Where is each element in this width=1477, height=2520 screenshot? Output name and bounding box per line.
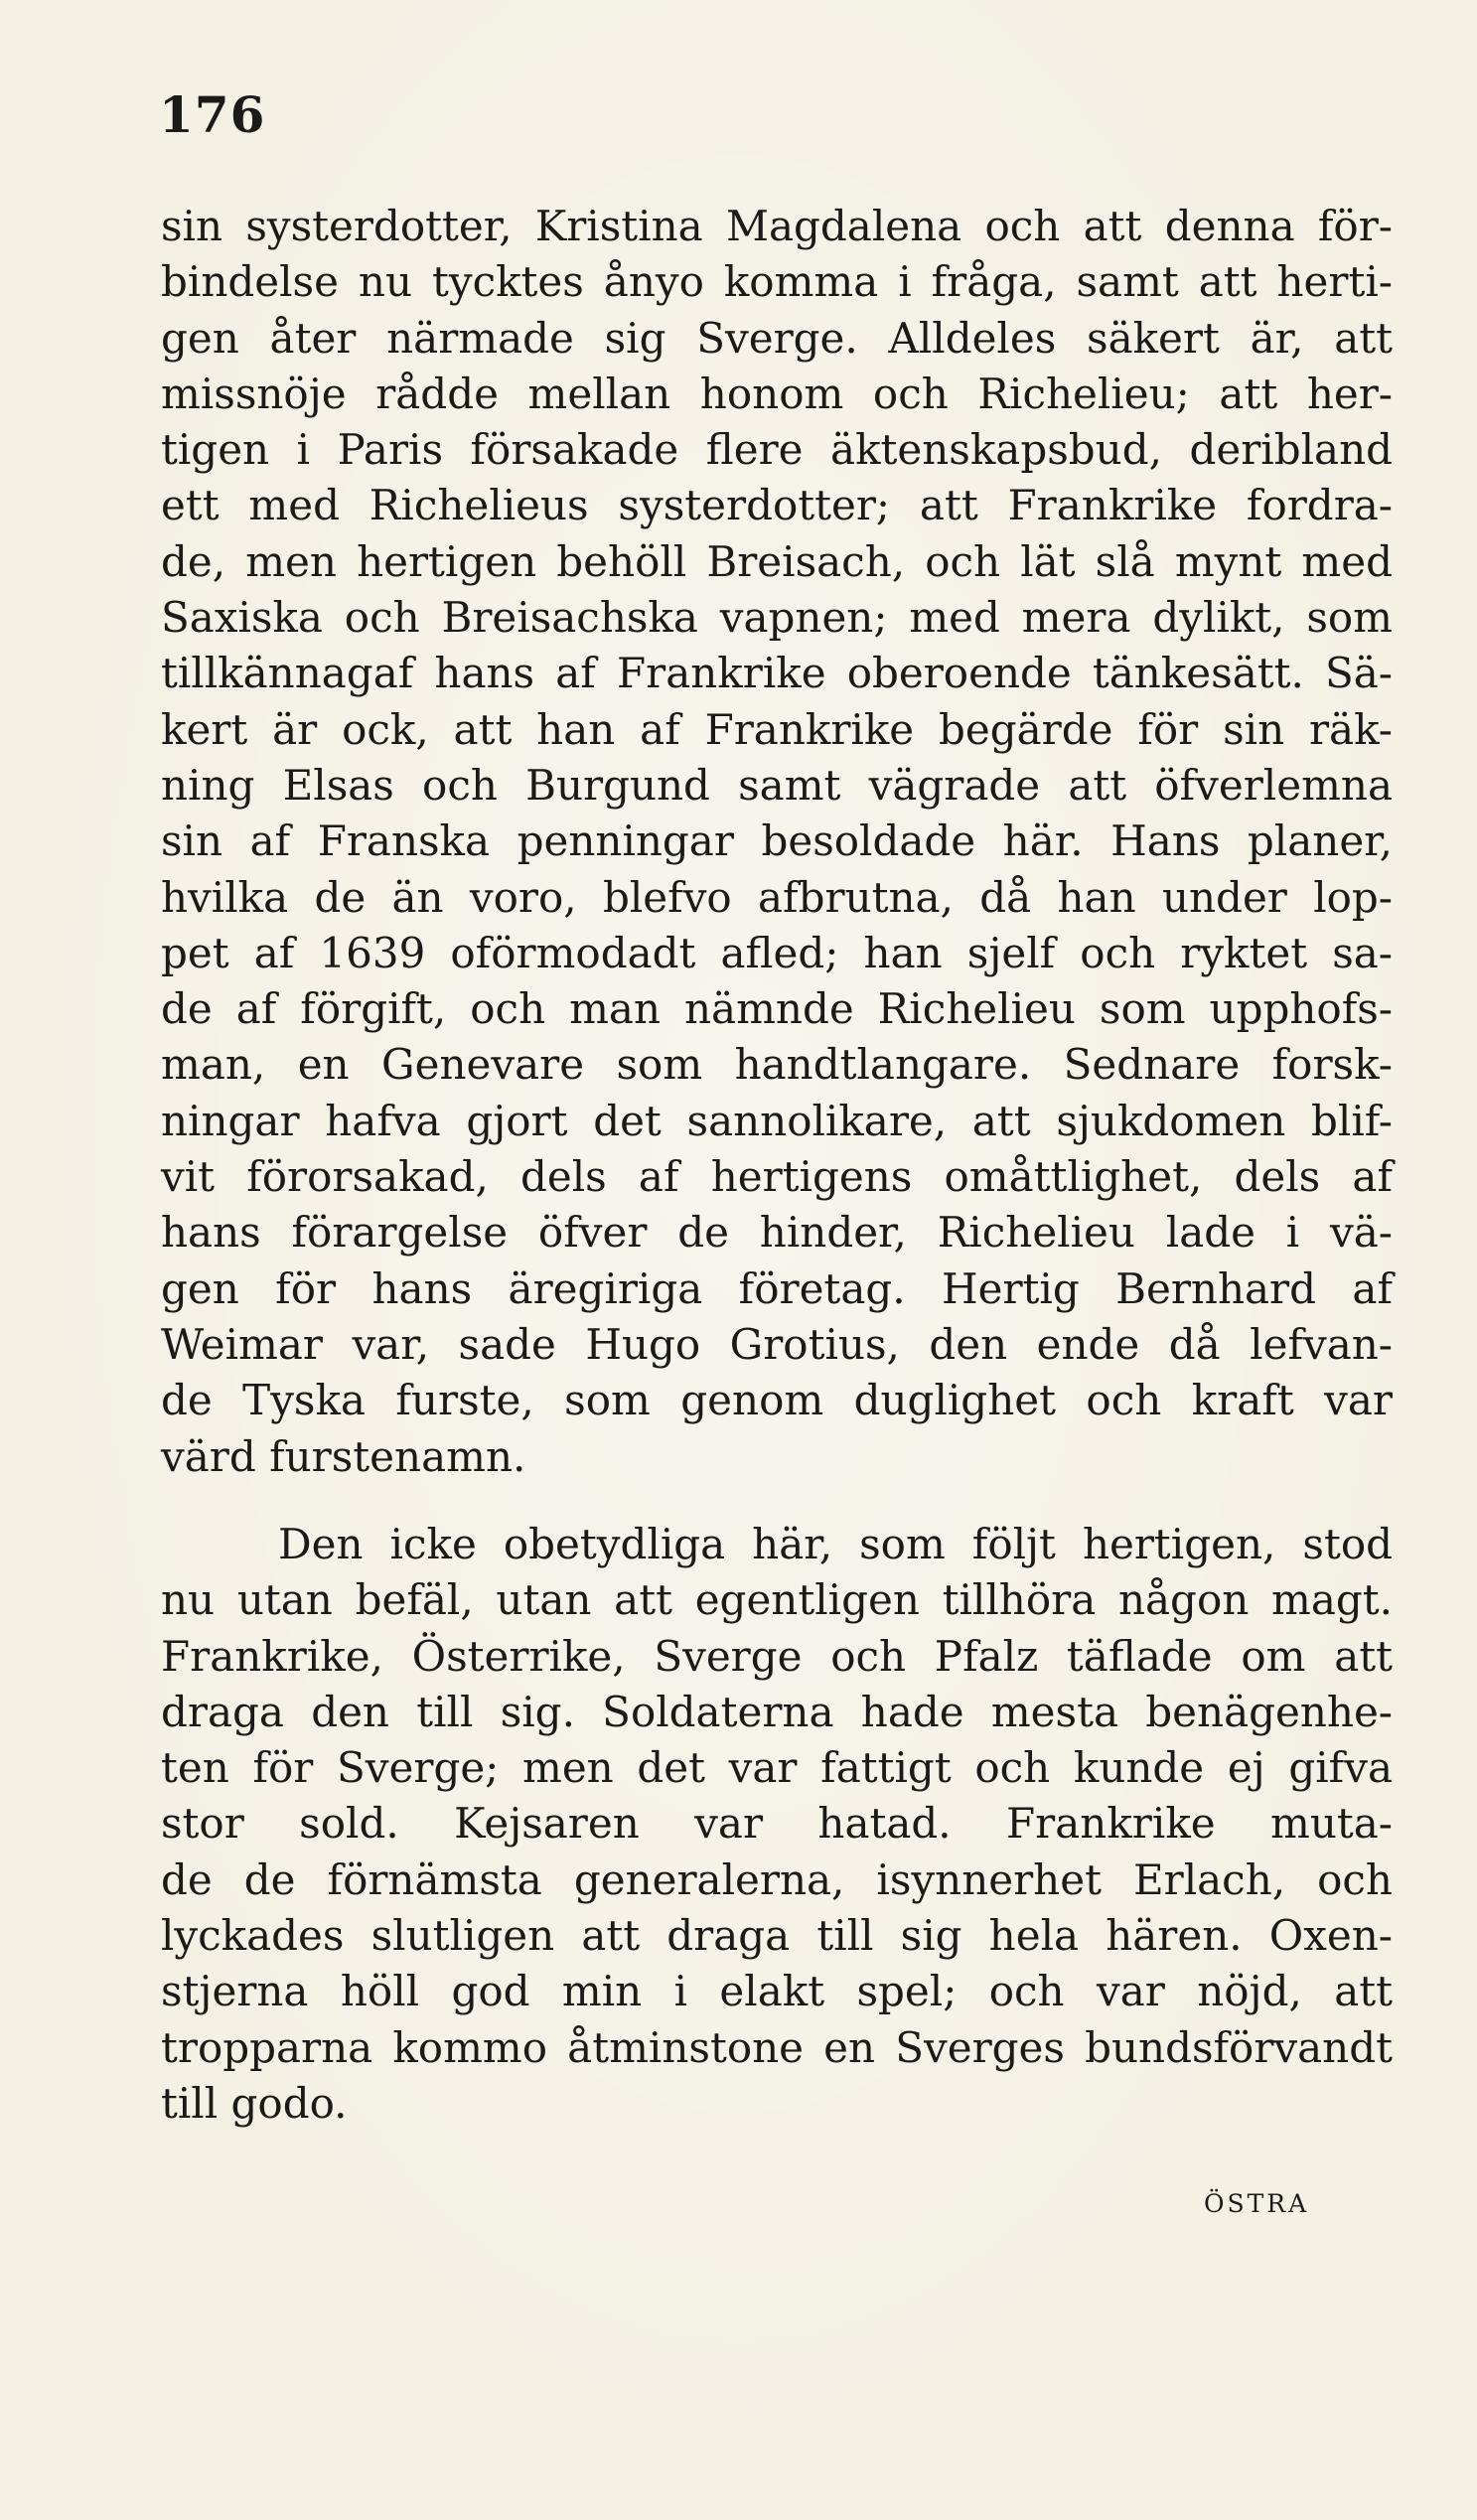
paragraph-1 <box>161 199 1393 1485</box>
text-line: de, men hertigen behöll Breisach, och lät slå mynt med <box>161 536 1393 586</box>
text-line: gen för hans äregiriga företag. Hertig Bernhard af <box>161 1263 1393 1313</box>
paragraph-2 <box>161 1517 1393 2132</box>
text-line: gen åter närmade sig Sverge. Alldeles säkert är, att <box>161 313 1393 363</box>
text-line: de de förnämsta generalerna, isynnerhet Erlach, och <box>161 1854 1393 1904</box>
text-line: ningar hafva gjort det sannolikare, att sjukdomen blif- <box>161 1096 1393 1145</box>
text-line: tigen i Paris försakade flere äktenskapsbud, deribland <box>161 425 1393 475</box>
text-line: värd furstenamn. <box>161 1431 526 1481</box>
text-line: tillkännagaf hans af Frankrike oberoende tänkesätt. Sä- <box>161 649 1393 698</box>
text-line: lyckades slutligen att draga till sig hela hären. Oxen- <box>161 1911 1393 1961</box>
text-line: Den icke obetydliga här, som följt hertigen, stod <box>278 1520 1393 1568</box>
text-line: draga den till sig. Soldaterna hade mesta benägenhe- <box>161 1687 1393 1736</box>
text-line: Frankrike, Österrike, Sverge och Pfalz täflade om att <box>161 1631 1393 1681</box>
text-line: hans förargelse öfver de hinder, Richelieu lade i vä- <box>161 1208 1393 1258</box>
page-number: 176 <box>159 85 266 144</box>
text-line: Weimar var, sade Hugo Grotius, den ende då lefvan- <box>161 1319 1393 1369</box>
text-line: missnöje rådde mellan honom och Richelieu; att her- <box>161 369 1393 418</box>
text-line: vit förorsakad, dels af hertigens omåttlighet, dels af <box>161 1152 1393 1202</box>
text-line: stjerna höll god min i elakt spel; och var nöjd, att <box>161 1967 1393 2016</box>
text-line: ten för Sverge; men det var fattigt och kunde ej gifva <box>161 1743 1393 1793</box>
text-line: tropparna kommo åtminstone en Sverges bundsförvandt <box>161 2022 1393 2072</box>
text-line: de Tyska furste, som genom duglighet och kraft var <box>161 1376 1393 1425</box>
text-line: sin systerdotter, Kristina Magdalena och att denna för- <box>161 202 1393 250</box>
text-line: ett med Richelieus systerdotter; att Frankrike fordra- <box>161 481 1393 530</box>
text-line: ning Elsas och Burgund samt vägrade att öfverlemna <box>161 760 1393 810</box>
text-line: bindelse nu tycktes ånyo komma i fråga, samt att herti- <box>161 257 1393 307</box>
text-line: man, en Genevare som handtlangare. Sednare forsk- <box>161 1040 1393 1090</box>
text-line: hvilka de än voro, blefvo afbrutna, då han under lop- <box>161 872 1393 922</box>
text-line: pet af 1639 oförmodadt afled; han sjelf och ryktet sa- <box>161 928 1393 977</box>
text-line: kert är ock, att han af Frankrike begärde för sin räk- <box>161 704 1393 754</box>
text-line: sin af Franska penningar besoldade här. Hans planer, <box>161 816 1393 866</box>
text-line: till godo. <box>161 2078 348 2128</box>
text-line: nu utan befäl, utan att egentligen tillhöra någon magt. <box>161 1575 1393 1625</box>
text-line: de af förgift, och man nämnde Richelieu som upphofs- <box>161 984 1393 1034</box>
text-line: stor sold. Kejsaren var hatad. Frankrike muta- <box>161 1799 1393 1849</box>
text-line: Saxiska och Breisachska vapnen; med mera dylikt, som <box>161 593 1393 643</box>
catchword: ÖSTRA <box>1204 2189 1310 2218</box>
